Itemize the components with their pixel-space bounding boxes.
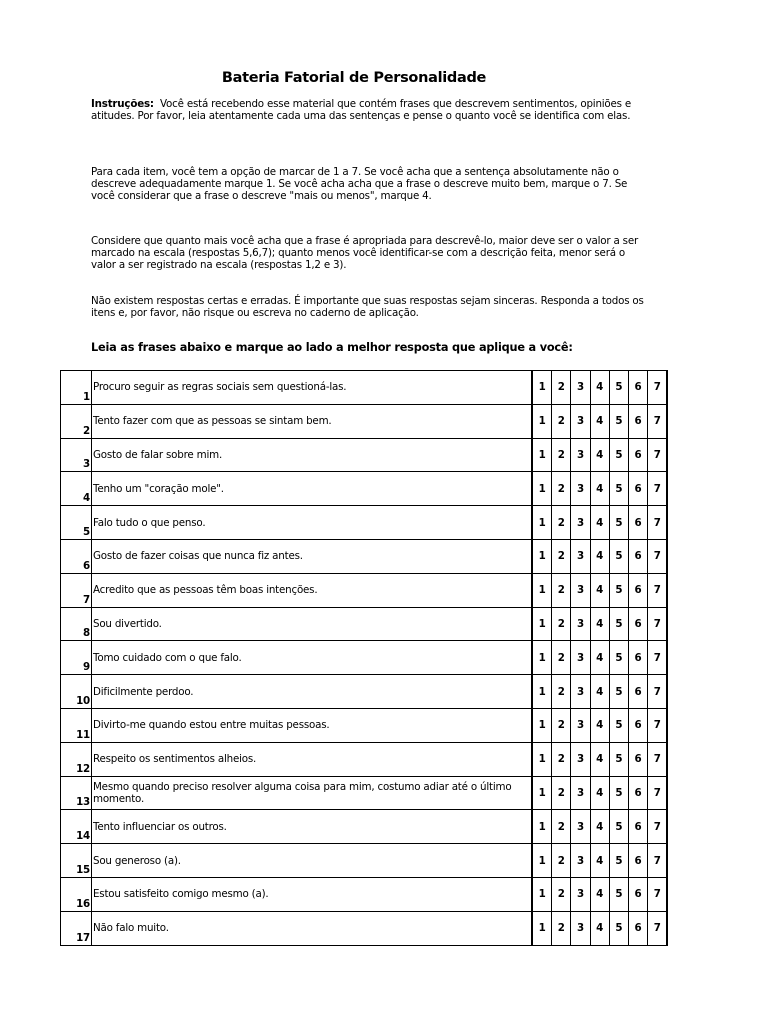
item-number: 17 [61,911,92,945]
response-option-5[interactable]: 5 [609,607,628,641]
table-row [61,641,668,675]
response-option-7[interactable]: 7 [648,675,668,709]
item-statement: Sou generoso (a). [92,844,533,878]
item-number: 2 [61,404,92,438]
item-number: 6 [61,539,92,573]
response-option-7[interactable]: 7 [648,708,668,742]
item-number: 16 [61,877,92,911]
response-option-7[interactable]: 7 [648,607,668,641]
instructions-label: Instruções: [91,98,154,110]
response-option-5[interactable]: 5 [609,877,628,911]
response-option-1[interactable]: 1 [532,810,552,844]
table-row [61,506,668,540]
item-statement: Gosto de fazer coisas que nunca fiz antes. [92,539,533,573]
response-option-7[interactable]: 7 [648,371,668,405]
response-option-7[interactable]: 7 [648,844,668,878]
response-option-5[interactable]: 5 [609,675,628,709]
item-statement: Acredito que as pessoas têm boas intenções. [92,573,533,607]
table-row [61,810,668,844]
response-option-2[interactable]: 2 [552,776,571,810]
response-option-5[interactable]: 5 [609,708,628,742]
response-option-4[interactable]: 4 [590,539,609,573]
table-row [61,708,668,742]
item-number: 11 [61,708,92,742]
response-option-5[interactable]: 5 [609,371,628,405]
response-option-4[interactable]: 4 [590,844,609,878]
item-statement: Procuro seguir as regras sociais sem questioná-las. [92,371,533,405]
response-option-7[interactable]: 7 [648,641,668,675]
table-row [61,472,668,506]
response-option-1[interactable]: 1 [532,776,552,810]
response-option-3[interactable]: 3 [571,810,590,844]
response-option-3[interactable]: 3 [571,472,590,506]
response-option-1[interactable]: 1 [532,911,552,945]
response-option-6[interactable]: 6 [628,607,647,641]
response-option-7[interactable]: 7 [648,472,668,506]
response-option-5[interactable]: 5 [609,472,628,506]
response-option-2[interactable]: 2 [552,404,571,438]
response-option-3[interactable]: 3 [571,708,590,742]
instructions-text-4: Não existem respostas certas e erradas. É importante que suas respostas sejam sinceras. Responda a todos os itens e, por favor, não risque ou escreva no caderno de aplicação. [91,295,644,319]
instructions-text-1: Você está recebendo esse material que contém frases que descrevem sentimentos, opiniões e atitudes. Por favor, leia atentamente cada uma das sentenças e pense o quanto você se identifica com elas. [91,98,632,122]
item-statement: Respeito os sentimentos alheios. [92,742,533,776]
response-option-1[interactable]: 1 [532,539,552,573]
table-row [61,371,668,405]
instructions-text-3: Considere que quanto mais você acha que a frase é apropriada para descrevê-lo, maior deve ser o valor a ser marcado na escala (respostas 5,6,7); quanto menos você identificar-se com a descrição feita, menor será o valor a ser registrado na escala (respostas 1,2 e 3). [91,235,639,271]
response-option-1[interactable]: 1 [532,506,552,540]
table-row [61,911,668,945]
table-row [61,776,668,810]
response-option-6[interactable]: 6 [628,438,647,472]
response-option-4[interactable]: 4 [590,607,609,641]
item-statement: Dificilmente perdoo. [92,675,533,709]
response-option-6[interactable]: 6 [628,573,647,607]
response-option-1[interactable]: 1 [532,371,552,405]
response-option-2[interactable]: 2 [552,641,571,675]
response-option-3[interactable]: 3 [571,539,590,573]
item-number: 3 [61,438,92,472]
instructions-paragraph [91,98,651,122]
response-option-7[interactable]: 7 [648,742,668,776]
response-option-5[interactable]: 5 [609,641,628,675]
response-option-7[interactable]: 7 [648,573,668,607]
response-option-2[interactable]: 2 [552,911,571,945]
response-option-3[interactable]: 3 [571,877,590,911]
item-number: 10 [61,675,92,709]
item-statement: Gosto de falar sobre mim. [92,438,533,472]
response-option-4[interactable]: 4 [590,641,609,675]
response-option-7[interactable]: 7 [648,404,668,438]
response-option-6[interactable]: 6 [628,675,647,709]
lead-instruction: Leia as frases abaixo e marque ao lado a melhor resposta que aplique a você: [91,341,573,354]
response-option-3[interactable]: 3 [571,742,590,776]
response-option-2[interactable]: 2 [552,539,571,573]
response-option-4[interactable]: 4 [590,742,609,776]
instructions-text-2: Para cada item, você tem a opção de marcar de 1 a 7. Se você acha que a sentença absolutamente não o descreve adequadamente marque 1. Se você acha acha que a frase o descreve muito bem, marque o 7. Se você considerar que a frase o descreve "mais ou menos", marque 4. [91,166,628,202]
item-number: 4 [61,472,92,506]
response-option-7[interactable]: 7 [648,911,668,945]
response-option-4[interactable]: 4 [590,404,609,438]
item-statement: Mesmo quando preciso resolver alguma coisa para mim, costumo adiar até o último momento. [92,776,533,810]
item-number: 8 [61,607,92,641]
response-option-4[interactable]: 4 [590,371,609,405]
response-option-6[interactable]: 6 [628,776,647,810]
response-option-7[interactable]: 7 [648,776,668,810]
response-option-6[interactable]: 6 [628,641,647,675]
response-option-1[interactable]: 1 [532,607,552,641]
response-option-5[interactable]: 5 [609,438,628,472]
response-option-1[interactable]: 1 [532,708,552,742]
response-option-2[interactable]: 2 [552,810,571,844]
item-number: 14 [61,810,92,844]
response-option-2[interactable]: 2 [552,371,571,405]
response-option-4[interactable]: 4 [590,506,609,540]
response-option-4[interactable]: 4 [590,776,609,810]
table-row [61,404,668,438]
item-statement: Divirto-me quando estou entre muitas pessoas. [92,708,533,742]
response-option-4[interactable]: 4 [590,472,609,506]
response-option-6[interactable]: 6 [628,708,647,742]
response-option-5[interactable]: 5 [609,506,628,540]
response-option-6[interactable]: 6 [628,742,647,776]
response-option-6[interactable]: 6 [628,506,647,540]
response-option-4[interactable]: 4 [590,438,609,472]
response-option-3[interactable]: 3 [571,911,590,945]
response-option-2[interactable]: 2 [552,675,571,709]
response-option-7[interactable]: 7 [648,877,668,911]
page-title: Bateria Fatorial de Personalidade [221,70,487,86]
item-number: 7 [61,573,92,607]
response-option-6[interactable]: 6 [628,844,647,878]
response-option-1[interactable]: 1 [532,472,552,506]
response-option-2[interactable]: 2 [552,472,571,506]
table-row [61,573,668,607]
response-option-5[interactable]: 5 [609,776,628,810]
response-option-5[interactable]: 5 [609,539,628,573]
response-option-5[interactable]: 5 [609,404,628,438]
response-option-2[interactable]: 2 [552,438,571,472]
response-option-6[interactable]: 6 [628,877,647,911]
table-row [61,877,668,911]
response-option-5[interactable]: 5 [609,573,628,607]
response-option-7[interactable]: 7 [648,539,668,573]
response-option-2[interactable]: 2 [552,844,571,878]
response-option-3[interactable]: 3 [571,675,590,709]
response-option-3[interactable]: 3 [571,438,590,472]
item-statement: Falo tudo o que penso. [92,506,533,540]
response-option-1[interactable]: 1 [532,404,552,438]
response-option-3[interactable]: 3 [571,506,590,540]
response-option-3[interactable]: 3 [571,844,590,878]
response-option-2[interactable]: 2 [552,742,571,776]
table-row [61,742,668,776]
response-option-6[interactable]: 6 [628,911,647,945]
response-option-1[interactable]: 1 [532,675,552,709]
response-option-1[interactable]: 1 [532,742,552,776]
response-option-6[interactable]: 6 [628,371,647,405]
table-row [61,607,668,641]
response-option-2[interactable]: 2 [552,506,571,540]
item-statement: Não falo muito. [92,911,533,945]
response-option-5[interactable]: 5 [609,810,628,844]
response-option-3[interactable]: 3 [571,776,590,810]
response-option-6[interactable]: 6 [628,404,647,438]
response-option-4[interactable]: 4 [590,675,609,709]
response-option-3[interactable]: 3 [571,371,590,405]
table-row [61,438,668,472]
response-option-4[interactable]: 4 [590,877,609,911]
item-statement: Tomo cuidado com o que falo. [92,641,533,675]
response-option-5[interactable]: 5 [609,844,628,878]
response-option-5[interactable]: 5 [609,911,628,945]
response-option-1[interactable]: 1 [532,844,552,878]
item-statement: Tento influenciar os outros. [92,810,533,844]
response-option-4[interactable]: 4 [590,911,609,945]
response-option-2[interactable]: 2 [552,877,571,911]
response-option-1[interactable]: 1 [532,438,552,472]
table-row [61,844,668,878]
response-option-7[interactable]: 7 [648,506,668,540]
response-option-3[interactable]: 3 [571,573,590,607]
item-number: 5 [61,506,92,540]
item-statement: Sou divertido. [92,607,533,641]
response-option-1[interactable]: 1 [532,877,552,911]
item-number: 12 [61,742,92,776]
item-statement: Tenho um "coração mole". [92,472,533,506]
item-statement: Tento fazer com que as pessoas se sintam bem. [92,404,533,438]
item-number: 9 [61,641,92,675]
items-table [60,370,668,946]
response-option-5[interactable]: 5 [609,742,628,776]
response-option-3[interactable]: 3 [571,404,590,438]
response-option-7[interactable]: 7 [648,810,668,844]
response-option-7[interactable]: 7 [648,438,668,472]
response-option-2[interactable]: 2 [552,708,571,742]
table-row [61,675,668,709]
response-option-1[interactable]: 1 [532,641,552,675]
response-option-6[interactable]: 6 [628,472,647,506]
response-option-4[interactable]: 4 [590,810,609,844]
response-option-3[interactable]: 3 [571,607,590,641]
table-row [61,539,668,573]
item-statement: Estou satisfeito comigo mesmo (a). [92,877,533,911]
response-option-6[interactable]: 6 [628,810,647,844]
response-option-6[interactable]: 6 [628,539,647,573]
response-option-4[interactable]: 4 [590,573,609,607]
item-number: 13 [61,776,92,810]
item-number: 1 [61,371,92,405]
response-option-1[interactable]: 1 [532,573,552,607]
response-option-4[interactable]: 4 [590,708,609,742]
response-option-3[interactable]: 3 [571,641,590,675]
item-number: 15 [61,844,92,878]
response-option-2[interactable]: 2 [552,573,571,607]
response-option-2[interactable]: 2 [552,607,571,641]
